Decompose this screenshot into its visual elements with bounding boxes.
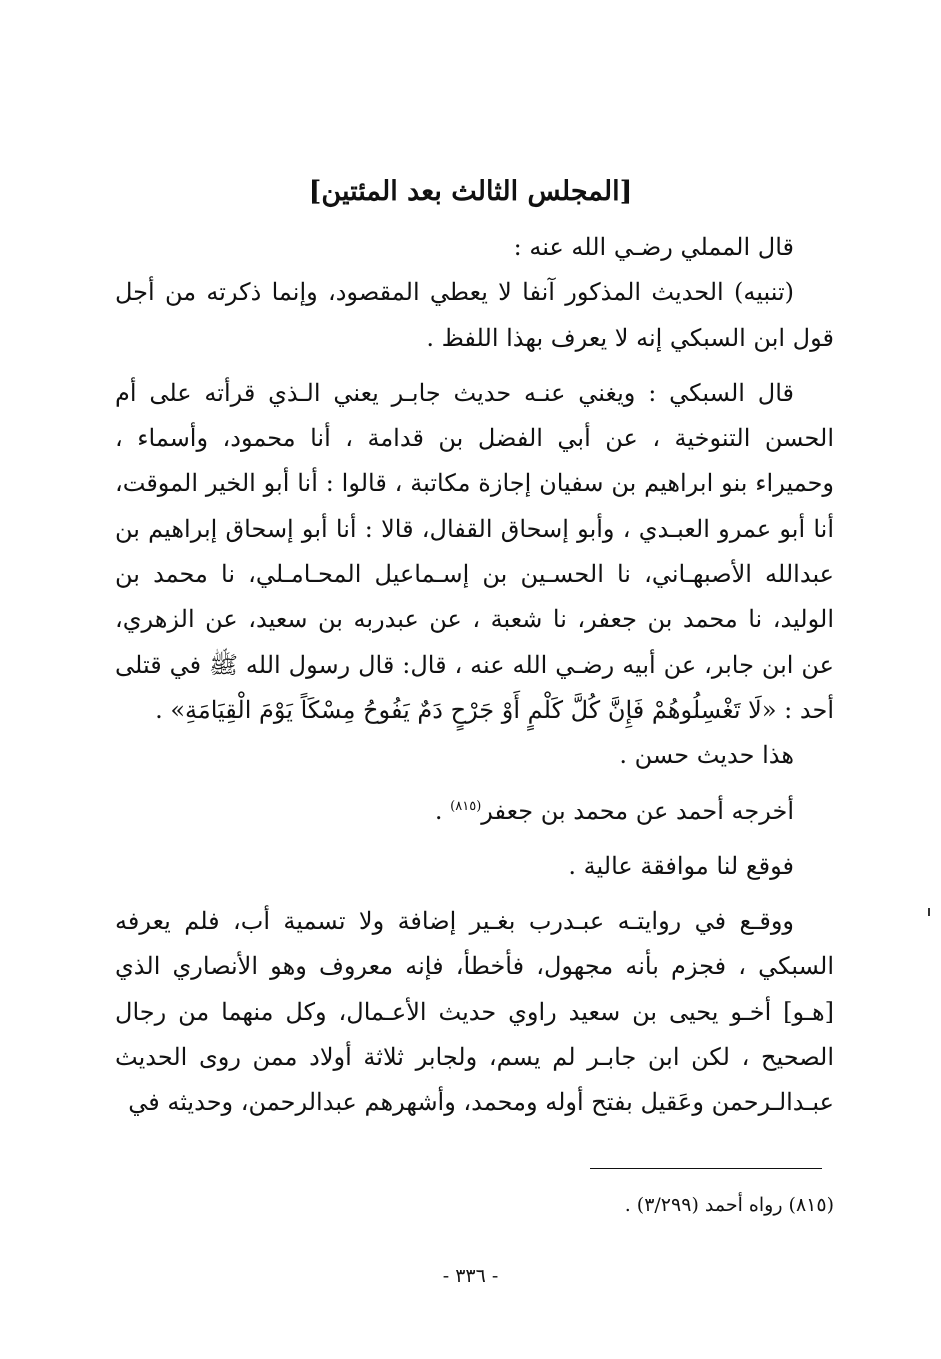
correction-paragraph: ووقـع في روايتـه عبـدرب بغـير إضافة ولا تسمية أب، فلم يعرفه السبكي ، فجزم بأنه مجهول، فأخطأ، فإنه معروف وهو الأنصاري الذي [هـو] أخـو يحيى بن سعيد راوي حديث الأعـمال، وكل منهما من رجال الصحيح ، لكن ابن جابـر لم يسم، ولجابر ثلاثة أولاد ممن روى الحديث عبـدالـرحمن وعَقيل بفتح أوله ومحمد، وأشهرهم عبدالرحمن، وحديثه في (115, 907, 834, 1117)
opening-line: قال المملي رضـي الله عنه : (513, 233, 794, 261)
margin-mark (928, 908, 930, 916)
footnote-reference: (٨١٥) (450, 798, 482, 814)
takhrij-end: . (434, 796, 451, 825)
main-text (115, 225, 834, 1126)
takhrij-line (115, 789, 834, 834)
note-paragraph: (تنبيه) الحديث المذكور آنفا لا يعطي المقصود، وإنما ذكرته من أجل قول ابن السبكي إنه لا يعرف بهذا اللفظ . (115, 278, 834, 352)
footnote-divider (590, 1168, 822, 1169)
takhrij-text: أخرجه أحمد عن محمد بن جعفر (481, 796, 794, 825)
page-number: - ٣٣٦ - (442, 1265, 499, 1287)
session-heading: [المجلس الثالث بعد المئتين] (308, 176, 633, 207)
concordance-line: فوقع لنا موافقة عالية . (568, 851, 794, 880)
grading-line: هذا حديث حسن . (619, 741, 794, 770)
hadith-chain-paragraph: قال السبكي : ويغني عنـه حديث جابـر يعني الـذي قرأته على أم الحسن التنوخية ، عن أبي الفضل بن قدامة ، أنا محمود، وأسماء ، وحميراء بنو ابراهيم بن سفيان إجازة مكاتبة ، قالوا : أنا أبو الخير الموقت، أنا أبو عمرو العبـدي ، وأبو إسحاق القفال، قالا : أنا أبو إسحاق إبراهيم بن عبدالله الأصبهـاني، نا الحسـين بن إسـماعيل المحـامـلي، نا محمد بن الوليد، نا محمد بن جعفر، نا شعبة ، عن عبدربه بن سعيد، عن الزهري، عن ابن جابر، عن أبيه رضـي الله عنه ، قال: قال رسول الله ﷺ في قتلى أحد : «لَا تَغْسِلُوهُمْ فَإِنَّ كُلَّ كَلْمٍ أَوْ جَرْحٍ دَمٌ يَفُوحُ مِسْكَاً يَوْمَ الْقِيَامَةِ» . (115, 378, 834, 724)
footnote: (٨١٥) رواه أحمد (٣/٢٩٩) . (624, 1194, 834, 1216)
